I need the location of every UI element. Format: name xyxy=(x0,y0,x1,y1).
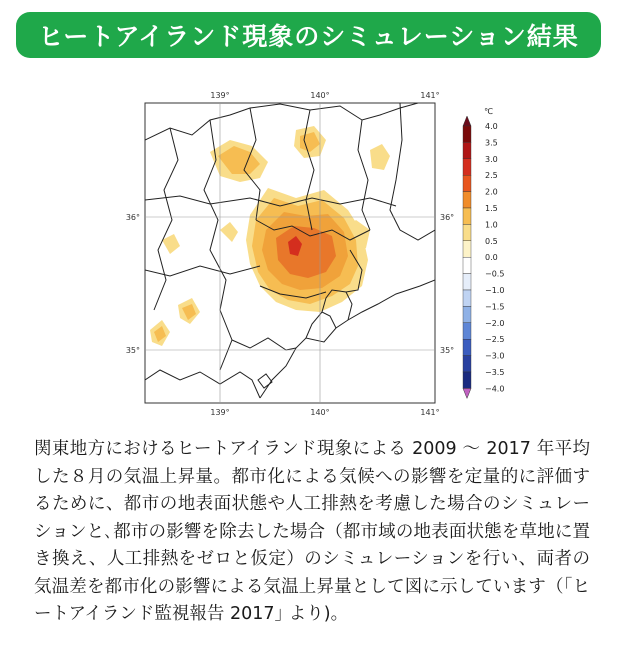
colorbar-swatch xyxy=(463,192,471,208)
colorbar-swatch xyxy=(463,274,471,290)
colorbar-level-label: 0.5 xyxy=(485,236,498,246)
colorbar-level-label: 2.0 xyxy=(485,187,498,197)
colorbar-level-label: −1.5 xyxy=(485,302,505,312)
colorbar-level-label: 4.0 xyxy=(485,122,498,131)
colorbar-swatch xyxy=(463,159,471,175)
heat-island-map-figure xyxy=(100,80,520,420)
colorbar-swatch xyxy=(463,142,471,158)
colorbar-top-cap xyxy=(463,116,471,126)
figure-caption: 関東地方におけるヒートアイランド現象による 2009 〜 2017 年平均した８月の気温上昇量。都市化による気候への影響を定量的に評価するために、都市の地表面状態や人工排熱を考慮した場合のシミュレーションと､都市の影響を除去した場合（都市域の地表面状態を草地に置き換え、人工排熱をゼロと仮定）のシミュレーションを行い、両者の気温差を都市化の影響による気温上昇量として図に示しています（｢ヒートアイランド監視報告 2017｣ より)。 xyxy=(34,439,590,624)
bottom-tick-label: 140° xyxy=(310,408,330,417)
colorbar-swatch xyxy=(463,224,471,240)
colorbar-swatch xyxy=(463,356,471,372)
top-tick-label: 139° xyxy=(210,91,230,100)
colorbar-level-label: −4.0 xyxy=(485,384,505,394)
bottom-tick-label: 139° xyxy=(210,408,230,417)
colorbar-level-label: 3.0 xyxy=(485,154,498,164)
colorbar-swatch xyxy=(463,339,471,355)
colorbar-swatch xyxy=(463,175,471,191)
colorbar-swatch xyxy=(463,323,471,339)
colorbar-swatch xyxy=(463,257,471,273)
colorbar-level-label: −2.0 xyxy=(485,318,505,328)
top-tick-label: 140° xyxy=(310,91,330,100)
colorbar-level-label: 3.5 xyxy=(485,138,498,148)
colorbar-level-label: −3.0 xyxy=(485,351,505,361)
colorbar-level-label: 2.5 xyxy=(485,171,498,181)
colorbar-level-label: −3.5 xyxy=(485,368,505,377)
colorbar-level-label: −0.5 xyxy=(485,269,505,279)
left-tick-label: 35° xyxy=(125,346,140,355)
colorbar-swatch xyxy=(463,241,471,257)
title-banner xyxy=(16,12,601,58)
page-title: ヒートアイランド現象のシミュレーション結果 xyxy=(38,22,579,51)
colorbar-level-label: −1.0 xyxy=(485,286,505,295)
colorbar-bottom-cap xyxy=(463,388,471,398)
top-tick-label: 141° xyxy=(420,91,440,100)
colorbar xyxy=(463,116,504,398)
colorbar-swatch xyxy=(463,208,471,224)
right-tick-label: 35° xyxy=(440,346,455,355)
colorbar-unit: ℃ xyxy=(484,107,493,116)
bottom-tick-label: 141° xyxy=(420,408,440,417)
colorbar-swatch xyxy=(463,290,471,306)
colorbar-level-label: 1.0 xyxy=(485,220,498,230)
colorbar-level-label: 1.5 xyxy=(485,204,498,213)
colorbar-swatch xyxy=(463,126,471,142)
colorbar-level-label: −2.5 xyxy=(485,335,505,345)
colorbar-swatch xyxy=(463,372,471,388)
left-tick-label: 36° xyxy=(125,213,140,222)
right-tick-label: 36° xyxy=(440,213,455,222)
colorbar-swatch xyxy=(463,306,471,322)
colorbar-level-label: 0.0 xyxy=(485,253,498,263)
map-svg xyxy=(100,80,520,420)
